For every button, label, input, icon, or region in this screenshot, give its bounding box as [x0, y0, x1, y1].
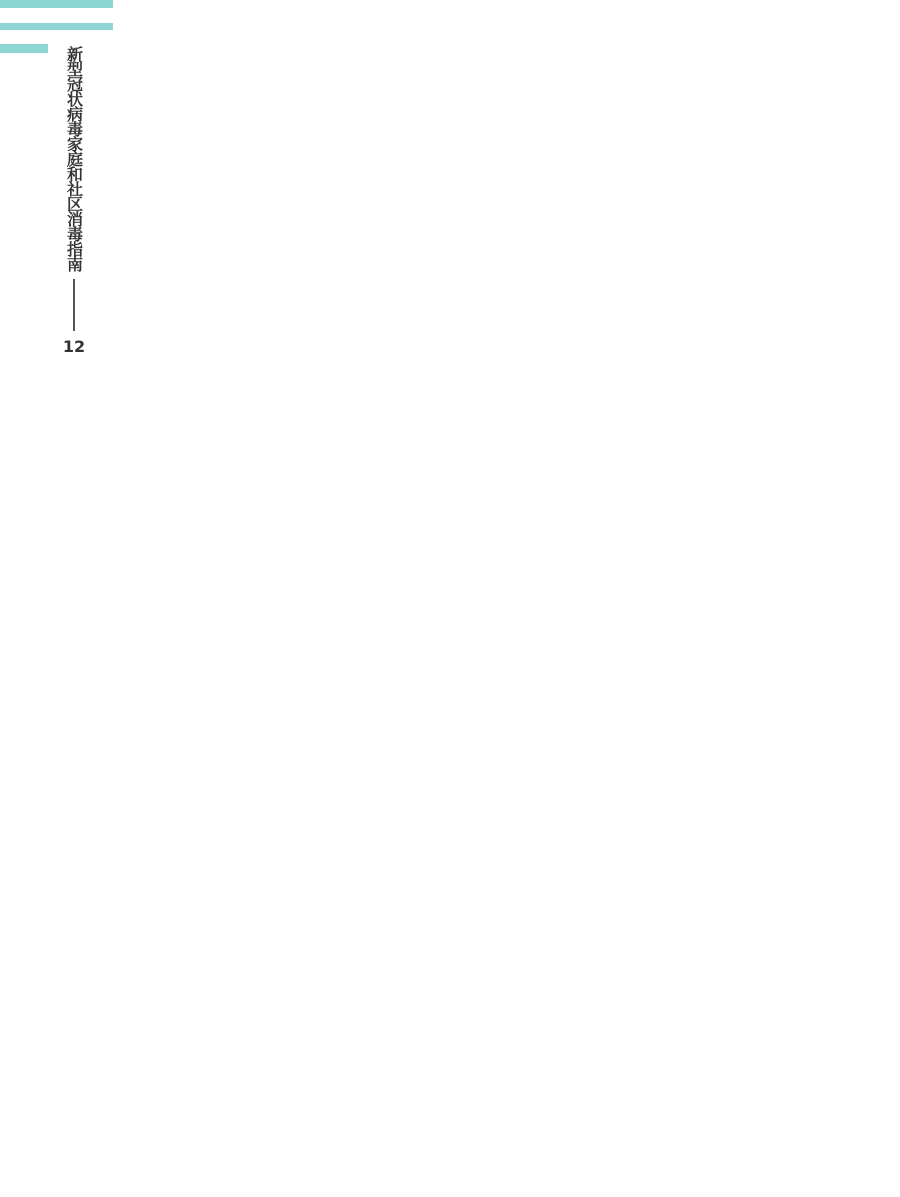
decorative-bar-top	[0, 0, 113, 8]
running-header	[55, 46, 93, 356]
decorative-bar-short	[0, 44, 48, 53]
book-title: 新型冠状病毒家庭和社区消毒指南	[64, 46, 84, 271]
decorative-bar-middle	[0, 23, 113, 30]
page-number: 12	[62, 337, 86, 356]
header-rule	[73, 279, 75, 331]
